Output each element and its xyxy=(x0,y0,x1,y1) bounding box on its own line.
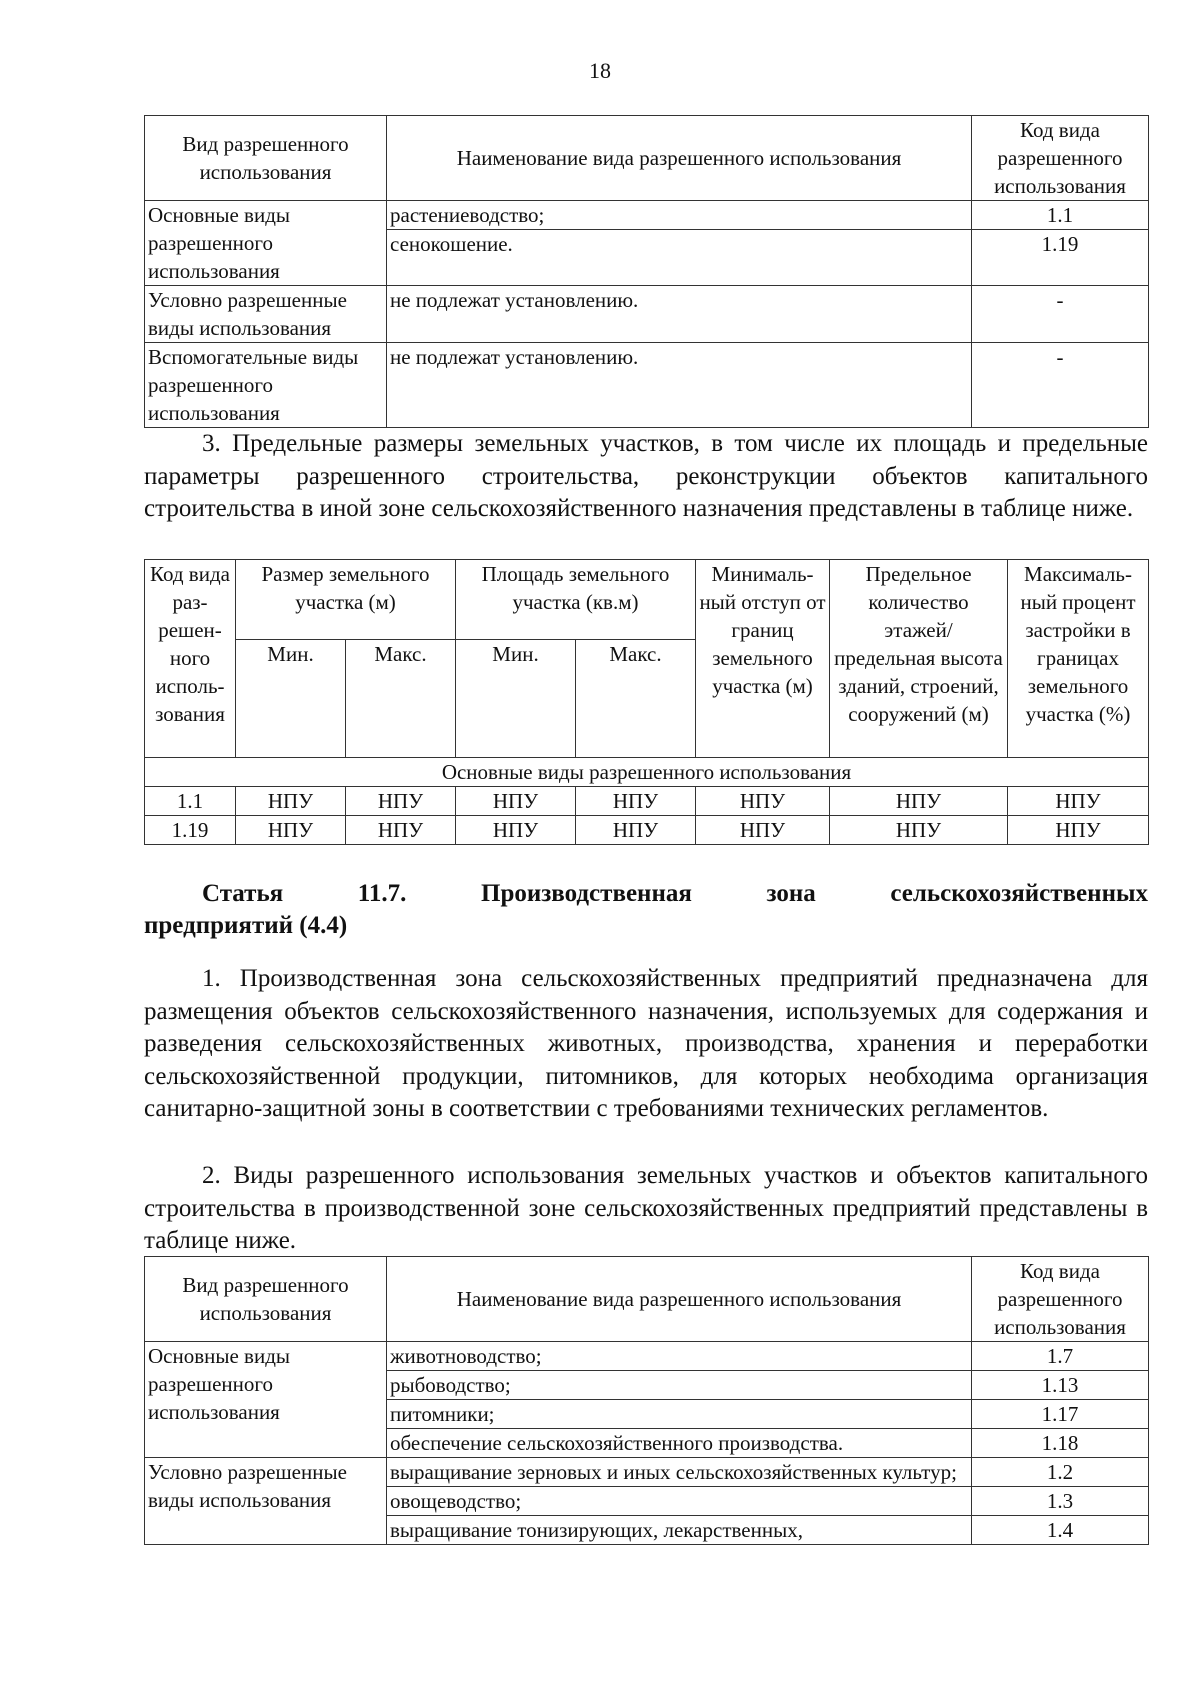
cell: НПУ xyxy=(576,787,696,816)
table-cell-name: не подлежат установлению. xyxy=(387,286,972,343)
table-header: Наименование вида разрешенного использования xyxy=(387,1257,972,1342)
heading-line-1: Статья 11.7. Производственная зона сельскохозяйственных xyxy=(202,880,1148,907)
table-cell-code: 1.7 xyxy=(972,1342,1149,1371)
heading-line-2: предприятий (4.4) xyxy=(144,912,348,939)
cell: 1.1 xyxy=(145,787,236,816)
permitted-use-table-2 xyxy=(144,1256,1149,1545)
cell: НПУ xyxy=(456,787,576,816)
cell: НПУ xyxy=(236,787,346,816)
cell: НПУ xyxy=(236,816,346,845)
cell: 1.19 xyxy=(145,816,236,845)
cell: НПУ xyxy=(830,816,1008,845)
table-header: Код вида разрешенного использования xyxy=(972,116,1149,201)
table-cell-code: 1.4 xyxy=(972,1516,1149,1545)
table-cell-code: 1.1 xyxy=(972,201,1149,230)
table-cell-code: - xyxy=(972,343,1149,428)
table-cell-code: 1.19 xyxy=(972,230,1149,286)
table-row xyxy=(145,787,1149,816)
table-cell-name: животноводство; xyxy=(387,1342,972,1371)
table-cell-name: обеспечение сельскохозяйственного производства. xyxy=(387,1429,972,1458)
header-max: Макс. xyxy=(576,640,696,758)
table-category: Условно разрешенные виды использования xyxy=(145,1458,387,1545)
table-cell-code: 1.18 xyxy=(972,1429,1149,1458)
table-category: Основные виды разрешенного использования xyxy=(145,201,387,286)
header-max: Макс. xyxy=(346,640,456,758)
header-size: Размер земельного участка (м) xyxy=(236,560,456,640)
cell: НПУ xyxy=(346,816,456,845)
permitted-use-table-1 xyxy=(144,115,1149,428)
table-header: Вид разрешенного использования xyxy=(145,1257,387,1342)
table-header: Вид разрешенного использования xyxy=(145,116,387,201)
table-header: Код вида разрешенного использования xyxy=(972,1257,1149,1342)
table-cell-name: выращивание зерновых и иных сельскохозяйственных культур; xyxy=(387,1458,972,1487)
table-category: Основные виды разрешенного использования xyxy=(145,1342,387,1458)
table-header: Наименование вида разрешенного использования xyxy=(387,116,972,201)
page-number: 18 xyxy=(589,58,611,83)
header-max-percent: Максималь-ный процент застройки в границах земельного участка (%) xyxy=(1008,560,1149,758)
cell: НПУ xyxy=(346,787,456,816)
paragraph-3: 3. Предельные размеры земельных участков, в том числе их площадь и предельные параметры разрешенного строительства, реконструкции объектов капитального строительства в иной зоне сельскохозяйственного назначения представлены в таблице ниже. xyxy=(144,430,1148,522)
header-floors: Предельное количество этажей/ предельная высота зданий, строений, сооружений (м) xyxy=(830,560,1008,758)
paragraph-2: 2. Виды разрешенного использования земельных участков и объектов капитального строительства в производственной зоне сельскохозяйственных предприятий представлены в таблице ниже. xyxy=(144,1162,1148,1254)
table-cell-name: рыбоводство; xyxy=(387,1371,972,1400)
header-code: Код вида раз-решен-ного исполь-зования xyxy=(145,560,236,758)
table-cell-code: 1.3 xyxy=(972,1487,1149,1516)
cell: НПУ xyxy=(830,787,1008,816)
table-row xyxy=(145,816,1149,845)
cell: НПУ xyxy=(696,816,830,845)
header-area: Площадь земельного участка (кв.м) xyxy=(456,560,696,640)
cell: НПУ xyxy=(576,816,696,845)
cell: НПУ xyxy=(456,816,576,845)
table-category: Вспомогательные виды разрешенного использования xyxy=(145,343,387,428)
table-cell-name: сенокошение. xyxy=(387,230,972,286)
cell: НПУ xyxy=(1008,787,1149,816)
article-heading xyxy=(144,878,1148,910)
table-cell-name: растениеводство; xyxy=(387,201,972,230)
table-cell-code: 1.2 xyxy=(972,1458,1149,1487)
table-cell-code: - xyxy=(972,286,1149,343)
table-cell-code: 1.13 xyxy=(972,1371,1149,1400)
cell: НПУ xyxy=(696,787,830,816)
table-cell-name: выращивание тонизирующих, лекарственных, xyxy=(387,1516,972,1545)
header-min-indent: Минималь-ный отступ от границ земельного участка (м) xyxy=(696,560,830,758)
header-min: Мин. xyxy=(236,640,346,758)
paragraph-1: 1. Производственная зона сельскохозяйственных предприятий предназначена для размещения объектов сельскохозяйственного назначения, используемых для содержания и разведения сельскохозяйственных животных, производства, хранения и переработки сельскохозяйственной продукции, питомников, для которых необходима организация санитарно-защитной зоны в соответствии с требованиями технических регламентов. xyxy=(144,965,1148,1122)
cell: НПУ xyxy=(1008,816,1149,845)
header-min: Мин. xyxy=(456,640,576,758)
table-cell-name: не подлежат установлению. xyxy=(387,343,972,428)
table-cell-code: 1.17 xyxy=(972,1400,1149,1429)
table-cell-name: овощеводство; xyxy=(387,1487,972,1516)
section-row: Основные виды разрешенного использования xyxy=(145,758,1149,787)
table-cell-name: питомники; xyxy=(387,1400,972,1429)
table-category: Условно разрешенные виды использования xyxy=(145,286,387,343)
parameters-table xyxy=(144,559,1149,845)
